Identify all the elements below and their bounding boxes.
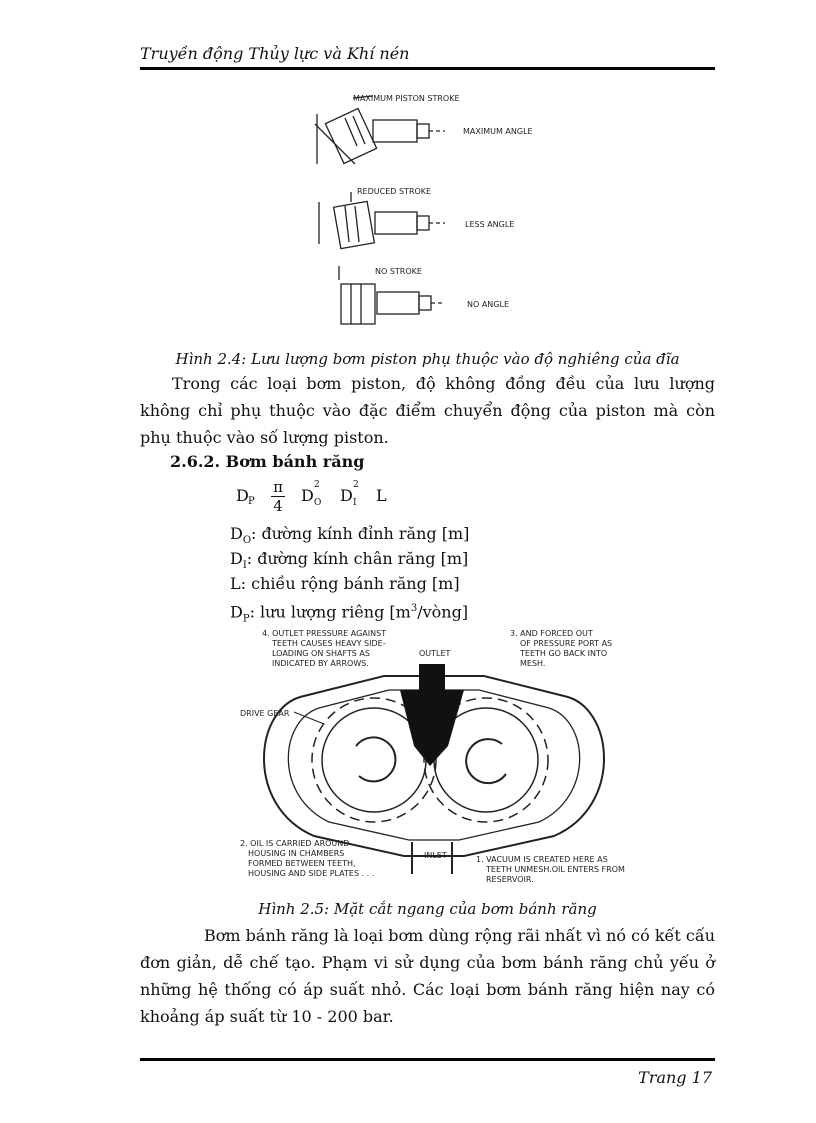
label-inlet: INLET [424, 851, 447, 860]
figure-2-4-caption: Hình 2.4: Lưu lượng bơm piston phụ thuộc vào độ nghiêng của đĩa [175, 350, 680, 368]
label-outlet: OUTLET [419, 649, 451, 658]
label-note3-line2: OF PRESSURE PORT AS [520, 639, 613, 648]
label-note3-line3: TEETH GO BACK INTO [520, 649, 608, 658]
label-note1-line2: TEETH UNMESH.OIL ENTERS FROM [486, 865, 625, 874]
definition-di: $D_I$: đường kính chân răng [m] [230, 549, 469, 572]
piston-stroke-figure [295, 84, 555, 328]
variable-definitions [230, 521, 470, 625]
definition-dp: $D_P$: lưu lượng riêng $[m^3/vòng]$ [230, 602, 469, 625]
figure-2-5-caption: Hình 2.5: Mặt cắt ngang của bơm bánh răng [258, 900, 597, 918]
label-no-angle: NO ANGLE [467, 300, 509, 309]
label-note3-line4: MESH. [520, 659, 546, 668]
label-note4-line3: LOADING ON SHAFTS AS [272, 649, 370, 658]
label-note4-line4: INDICATED BY ARROWS. [272, 659, 369, 668]
label-max-stroke: MAXIMUM PISTON STROKE [353, 94, 460, 103]
label-note4-line2: TEETH CAUSES HEAVY SIDE- [272, 639, 386, 648]
label-note3-line1: 3. AND FORCED OUT [510, 629, 593, 638]
label-note1-line1: 1. VACUUM IS CREATED HERE AS [476, 855, 608, 864]
label-max-angle: MAXIMUM ANGLE [463, 127, 533, 136]
header-title: Truyền động Thủy lực và Khí nén [140, 44, 410, 63]
label-note1-line3: RESERVOIR. [486, 875, 534, 884]
definition-l: L: chiều rộng bánh răng [m] [230, 574, 460, 593]
paragraph-piston: Trong các loại bơm piston, độ không đồng đều của lưu lượng không chỉ phụ thuộc vào đặc điểm chuyển động của piston mà còn phụ thuộc vào số lượng piston. [140, 374, 715, 447]
label-reduced-stroke: REDUCED STROKE [357, 187, 432, 196]
header-rule [140, 67, 715, 70]
label-drive-gear: DRIVE GEAR [240, 709, 290, 718]
section-heading: 2.6.2. Bơm bánh răng [170, 452, 365, 471]
label-less-angle: LESS ANGLE [465, 220, 515, 229]
footer-rule [140, 1058, 715, 1061]
label-note2-line3: FORMED BETWEEN TEETH, [248, 859, 356, 868]
label-note2-line1: 2. OIL IS CARRIED AROUND [240, 839, 350, 848]
label-note2-line2: HOUSING IN CHAMBERS [248, 849, 345, 858]
paragraph-gear-pump: Bơm bánh răng là loại bơm dùng rộng rãi nhất vì nó có kết cấu đơn giản, dễ chế tạo. Phạm vi sử dụng của bơm bánh răng chủ yếu ở những hệ thống có áp suất nhỏ. Các loại bơm bánh răng hiện nay có khoảng áp suất từ 10 - 200 bar. [140, 926, 715, 1026]
label-no-stroke: NO STROKE [375, 267, 422, 276]
definition-do: $D_O$: đường kính đỉnh răng [m] [230, 524, 470, 547]
gear-pump-figure [234, 626, 634, 898]
label-note2-line4: HOUSING AND SIDE PLATES . . . [248, 869, 375, 878]
displacement-formula: D P $\frac{\pi}{4}$ D 2 O D 2 I L [236, 478, 387, 515]
page-number: Trang 17 [638, 1068, 712, 1087]
label-note4-line1: 4. OUTLET PRESSURE AGAINST [262, 629, 387, 638]
